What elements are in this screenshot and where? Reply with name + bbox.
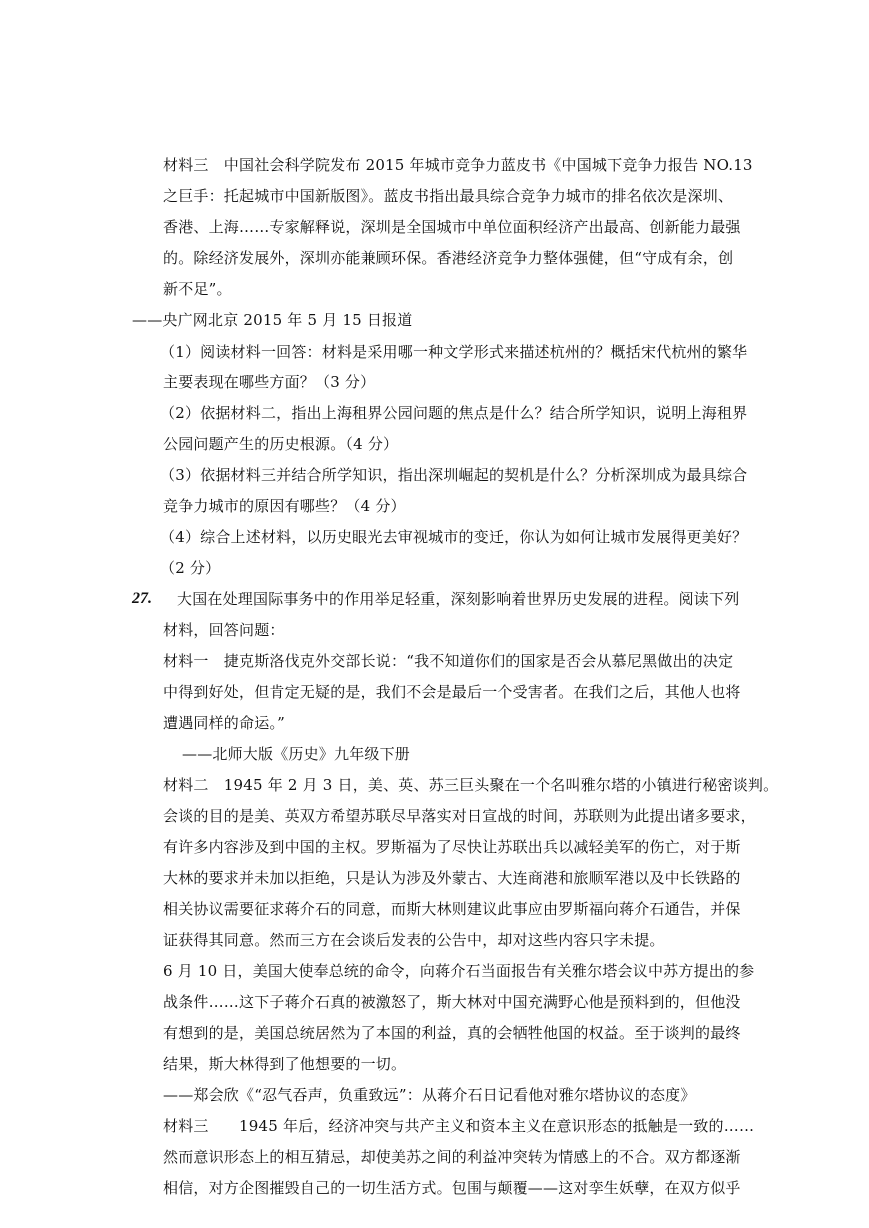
text-line: 之巨手：托起城市中国新版图》。蓝皮书指出最具综合竞争力城市的排名依次是深圳、 — [163, 187, 734, 205]
text-line: 6 月 10 日，美国大使奉总统的命令，向蒋介石当面报告有关雅尔塔会议中苏方提出的参 — [163, 962, 755, 980]
text-line: 材料三 1945 年后，经济冲突与共产主义和资本主义在意识形态的抵触是一致的…… — [163, 1117, 755, 1135]
text-line: 相信，对方企图摧毁自己的一切生活方式。包围与颠覆——这对孪生妖孽，在双方似乎 — [163, 1179, 741, 1197]
text-line: 遭遇同样的命运。” — [163, 714, 285, 732]
text-line: 结果，斯大林得到了他想要的一切。 — [163, 1055, 407, 1073]
text-line: 有许多内容涉及到中国的主权。罗斯福为了尽快让苏联出兵以减轻美军的伤亡，对于斯 — [163, 838, 741, 856]
text-line: 材料三 中国社会科学院发布 2015 年城市竞争力蓝皮书《中国城下竞争力报告 NO.13 — [163, 156, 753, 174]
question-line: （4）综合上述材料，以历史眼光去审视城市的变迁，你认为如何让城市发展得更美好？ — [160, 528, 748, 546]
text-line: 香港、上海……专家解释说，深圳是全国城市中单位面积经济产出最高、创新能力最强 — [163, 218, 741, 236]
source-citation: ——北师大版《历史》九年级下册 — [182, 745, 411, 763]
source-citation: ——央广网北京 2015 年 5 月 15 日报道 — [132, 311, 413, 329]
text-line: 战条件……这下子蒋介石真的被激怒了，斯大林对中国充满野心他是预料到的，但他没 — [163, 993, 741, 1011]
text-line: 材料一 捷克斯洛伐克外交部长说：“我不知道你们的国家是否会从慕尼黑做出的决定 — [163, 652, 734, 670]
source-citation: ——郑会欣《“忍气吞声，负重致远”：从蒋介石日记看他对雅尔塔协议的态度》 — [163, 1086, 696, 1104]
text-line: 然而意识形态上的相互猜忌，却使美苏之间的利益冲突转为情感上的不合。双方都逐渐 — [163, 1148, 741, 1166]
question-line: （2 分） — [160, 559, 221, 577]
text-line: 相关协议需要征求蒋介石的同意，而斯大林则建议此事应由罗斯福向蒋介石通告，并保 — [163, 900, 741, 918]
question-intro: 大国在处理国际事务中的作用举足轻重，深刻影响着世界历史发展的进程。阅读下列 — [177, 590, 740, 608]
question-intro: 材料，回答问题： — [163, 621, 285, 639]
question-number: 27. — [132, 590, 152, 607]
text-line: 会谈的目的是美、英双方希望苏联尽早落实对日宣战的时间，苏联则为此提出诸多要求， — [163, 807, 756, 825]
text-line: 中得到好处，但肯定无疑的是，我们不会是最后一个受害者。在我们之后，其他人也将 — [163, 683, 741, 701]
question-line: （3）依据材料三并结合所学知识，指出深圳崛起的契机是什么？分析深圳成为最具综合 — [160, 466, 748, 484]
text-line: 证获得其同意。然而三方在会谈后发表的公告中，却对这些内容只字未提。 — [163, 931, 665, 949]
question-line: （1）阅读材料一回答：材料是采用哪一种文学形式来描述杭州的？概括宋代杭州的繁华 — [160, 343, 748, 361]
question-line: （2）依据材料二，指出上海租界公园问题的焦点是什么？结合所学知识，说明上海租界 — [160, 404, 748, 422]
text-line: 的。除经济发展外，深圳亦能兼顾环保。香港经济竞争力整体强健，但“守成有余，创 — [163, 249, 734, 267]
text-line: 有想到的是，美国总统居然为了本国的利益，真的会牺牲他国的权益。至于谈判的最终 — [163, 1024, 741, 1042]
text-line: 新不足”。 — [163, 280, 232, 298]
text-line: 材料二 1945 年 2 月 3 日，美、英、苏三巨头聚在一个名叫雅尔塔的小镇进行秘密谈判。 — [163, 776, 779, 794]
question-line: 竞争力城市的原因有哪些？（4 分） — [163, 497, 406, 515]
question-line: 公园问题产生的历史根源。（4 分） — [163, 435, 399, 453]
question-line: 主要表现在哪些方面？（3 分） — [163, 373, 376, 391]
text-line: 大林的要求并未加以拒绝，只是认为涉及外蒙古、大连商港和旅顺军港以及中长铁路的 — [163, 869, 741, 887]
